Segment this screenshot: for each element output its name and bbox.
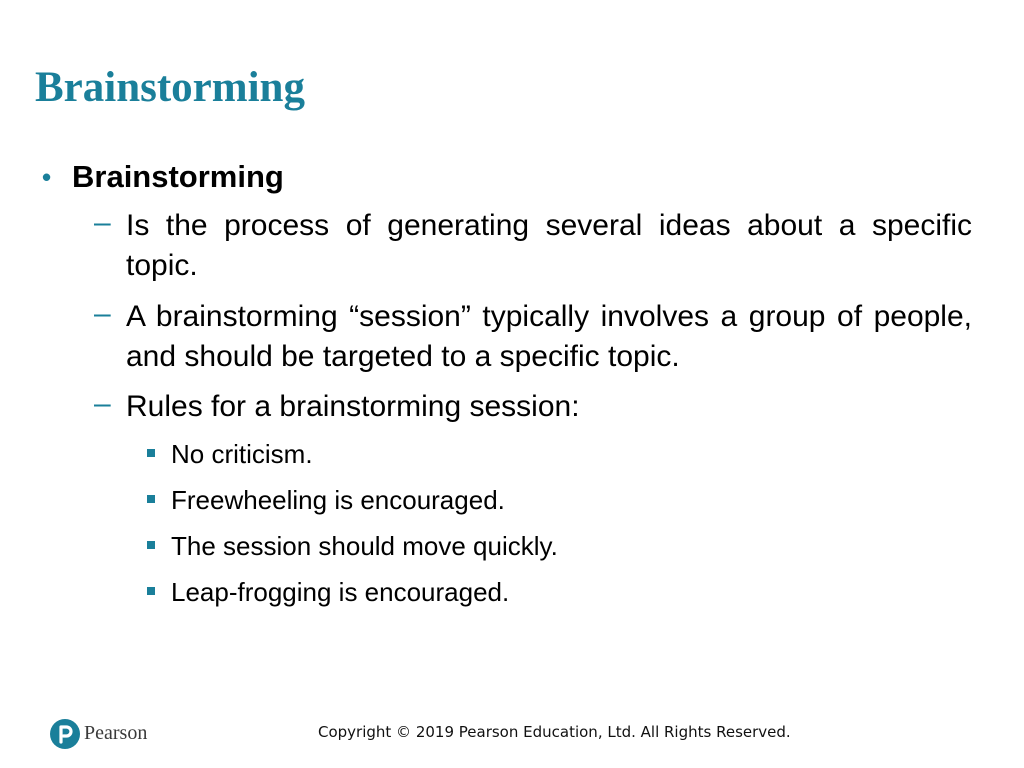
sub-item-text: Is the process of generating several ideas about a specific topic. bbox=[126, 209, 972, 282]
dash-bullet-icon: – bbox=[94, 206, 111, 239]
sub-item-rules bbox=[94, 387, 972, 427]
sub-item-definition bbox=[94, 206, 972, 286]
copyright-notice: Copyright © 2019 Pearson Education, Ltd. All Rights Reserved. bbox=[318, 723, 791, 741]
rule-text: No criticism. bbox=[171, 439, 313, 469]
sub-item-session bbox=[94, 297, 972, 377]
square-bullet-icon bbox=[147, 587, 155, 595]
pearson-logo bbox=[50, 717, 160, 755]
dash-bullet-icon: – bbox=[94, 297, 111, 330]
square-bullet-icon bbox=[147, 449, 155, 457]
rule-item bbox=[171, 483, 505, 517]
bullet-text: Brainstorming bbox=[72, 159, 284, 194]
square-bullet-icon bbox=[147, 495, 155, 503]
dash-bullet-icon: – bbox=[94, 387, 111, 420]
slide-title: Brainstorming bbox=[35, 64, 305, 111]
rule-text: Leap-frogging is encouraged. bbox=[171, 577, 510, 607]
rule-item bbox=[171, 437, 313, 471]
rule-item bbox=[171, 529, 558, 563]
rule-item bbox=[171, 575, 509, 609]
pearson-p-icon bbox=[50, 719, 80, 749]
bullet-item-level1 bbox=[42, 157, 284, 197]
sub-item-text: A brainstorming “session” typically involves a group of people, and should be targeted to a specific topic. bbox=[126, 300, 972, 373]
rule-text: Freewheeling is encouraged. bbox=[171, 485, 505, 515]
logo-wordmark: Pearson bbox=[84, 722, 148, 744]
rule-text: The session should move quickly. bbox=[171, 531, 558, 561]
sub-item-text: Rules for a brainstorming session: bbox=[126, 390, 580, 423]
bullet-dot-icon: • bbox=[42, 162, 52, 192]
square-bullet-icon bbox=[147, 541, 155, 549]
